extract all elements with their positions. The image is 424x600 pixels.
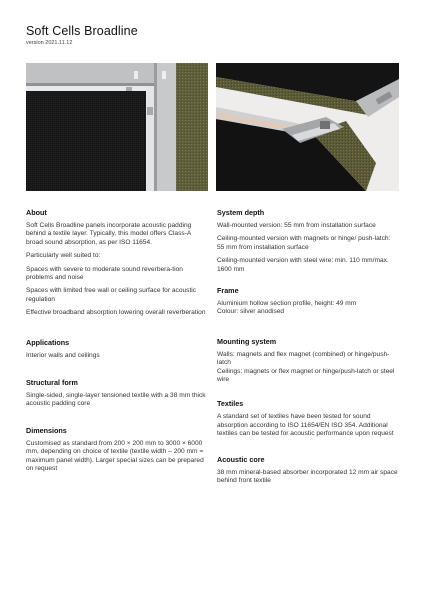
- right-column: [217, 208, 399, 486]
- profile-cross-section-photo: [216, 63, 399, 191]
- left-column: [26, 208, 208, 474]
- version-label: version 2021.11.12: [26, 40, 73, 46]
- about-text-3: Spaces with severe to moderate sound reverbera-tion problems and noise: [26, 265, 183, 282]
- applications-heading: Applications: [26, 337, 70, 347]
- about-heading: About: [26, 208, 47, 217]
- page-title: Soft Cells Broadline: [26, 24, 138, 38]
- frame-corner-illustration: [26, 63, 208, 191]
- about-text-2: Particularly well suited to:: [26, 252, 101, 260]
- about-text-4: Spaces with limited free wall or ceiling surface for acoustic regulation: [26, 287, 197, 303]
- system-depth-heading: System depth: [217, 208, 265, 217]
- dimensions-text: Customised as standard from 200 × 200 mm to 3000 × 6000 mm, depending on choice of textile (textile width – 200 mm = maximum panel width). Larger special sizes can be prepared on request: [26, 439, 204, 473]
- textiles-text: A standard set of textiles have been tested for sound absorption according to ISO 11654/EN ISO 354. Additional textiles can be tested for acoustic performance upon request: [217, 413, 394, 438]
- system-depth-text-2: Ceiling-mounted version with magnets or hinge/ push-latch: 55 mm from installation surface: [217, 235, 391, 251]
- mounting-system-text-2: Ceilings: magnets or flex magnet or hinge/push-latch or steel wire: [217, 367, 395, 384]
- mounting-system-heading: Mounting system: [217, 336, 277, 346]
- frame-heading: Frame: [217, 286, 239, 296]
- about-text-5: Effective broadband absorption lowering overall reverberation: [26, 309, 206, 317]
- acoustic-core-heading: Acoustic core: [217, 454, 265, 464]
- frame-text-1: Aluminium hollow section profile, height: 49 mm: [217, 300, 357, 308]
- system-depth-text-3: Ceiling-mounted version with steel wire: min. 110 mm/max. 1600 mm: [217, 257, 389, 273]
- system-depth-text-1: Wall-mounted version: 55 mm from installation surface: [217, 222, 376, 229]
- acoustic-core-text: 38 mm mineral-based absorber incorporated 12 mm air space behind front textile: [217, 468, 398, 485]
- about-text-1: Soft Cells Broadline panels incorporate acoustic padding behind a textile layer. Typically, this model offers Class-A broad sound absorption, as per ISO 11654.: [26, 222, 192, 246]
- dimensions-heading: Dimensions: [26, 425, 67, 435]
- frame-corner-photo: [26, 63, 208, 191]
- applications-text: Interior walls and ceilings: [26, 351, 100, 359]
- structural-form-heading: Structural form: [26, 378, 78, 388]
- profile-section-illustration: [216, 63, 399, 191]
- structural-form-text: Single-sided, single-layer tensioned textile with a 38 mm thick acoustic padding core: [26, 392, 206, 408]
- textiles-heading: Textiles: [217, 399, 244, 409]
- frame-text-2: Colour: silver anodised: [217, 308, 285, 316]
- mounting-system-text-1: Walls: magnets and flex magnet (combined) or hinge/push-latch: [217, 350, 390, 367]
